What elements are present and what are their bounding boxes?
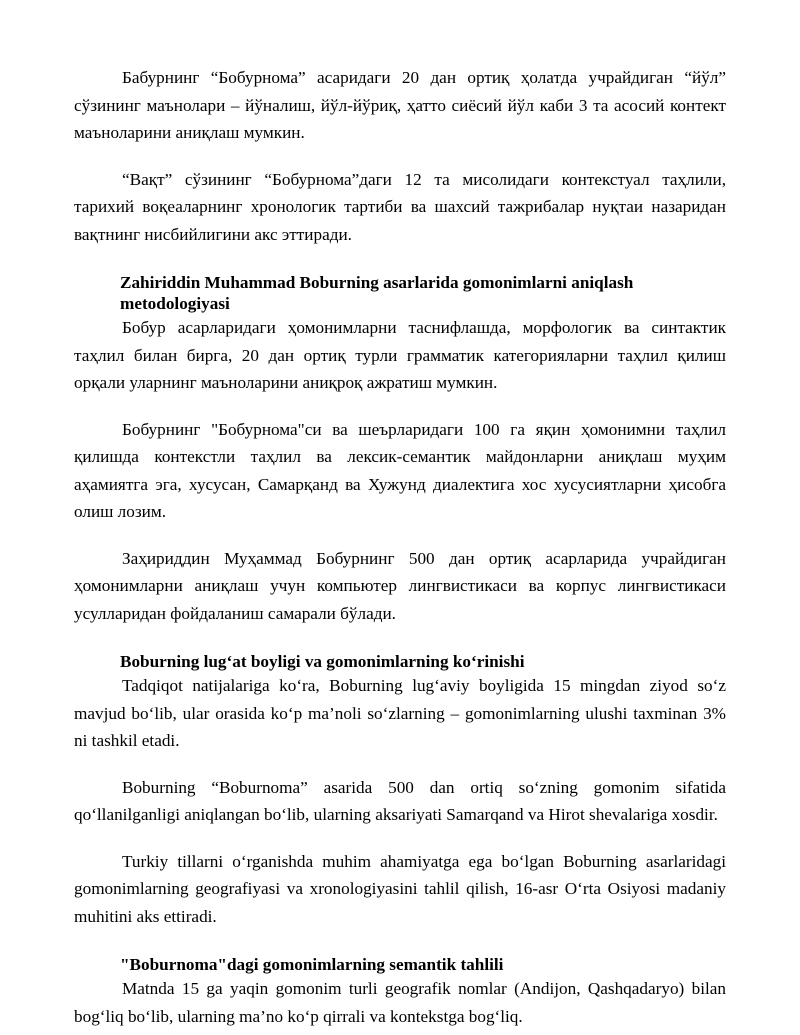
- vocabulary-paragraph-2: Boburning “Boburnoma” asarida 500 dan ortiq so‘zning gomonim sifatida qo‘llanilganligi aniqlangan bo‘lib, ularning aksariyati Samarqand va Hirot shevalariga xosdir.: [74, 777, 726, 824]
- document-page: [74, 64, 726, 1030]
- methodology-paragraph-1: Бобур асарларидаги ҳомонимларни таснифлашда, морфологик ва синтактик таҳлил билан бирга, 20 дан ортиқ турли грамматик категорияларни таҳлил қилиш орқали уларнинг маъноларини аниқроқ ажратиш мумкин.: [74, 318, 726, 392]
- section-heading-vocabulary: Boburning lug‘at boyligi va gomonimlarning ko‘rinishi: [120, 652, 525, 671]
- intro-paragraph-1: Бабурнинг “Бобурнома” асаридаги 20 дан ортиқ ҳолатда учрайдиган “йўл” сўзининг маънолари – йўналиш, йўл-йўриқ, ҳатто сиёсий йўл каби 3 та асосий контект маъноларини аниқлаш мумкин.: [74, 68, 726, 142]
- semantic-paragraph-1: Matnda 15 ga yaqin gomonim turli geografik nomlar (Andijon, Qashqadaryo) bilan bog‘liq bo‘lib, ularning ma’no ko‘p qirrali va kontekstga bog‘liq.: [74, 979, 726, 1026]
- vocabulary-paragraph-3: Turkiy tillarni o‘rganishda muhim ahamiyatga ega bo‘lgan Boburning asarlaridagi gomonimlarning geografiyasi va xronologiyasini tahlil qilish, 16-asr O‘rta Osiyosi madaniy muhitini aks ettiradi.: [74, 851, 726, 926]
- intro-paragraph-2: “Вақт” сўзининг “Бобурнома”даги 12 та мисолидаги контекстуал таҳлили, тарихий воқеаларнинг хронологик тартиби ва шахсий тажрибалар нуқтаи назаридан вақтнинг нисбийлигини акс эттиради.: [74, 169, 726, 244]
- methodology-paragraph-3: Заҳириддин Муҳаммад Бобурнинг 500 дан ортиқ асарларида учрайдиган ҳомонимларни аниқлаш учун компьютер лингвистикаси ва корпус лингвистикаси усулларидан фойдаланиш самарали бўлади.: [74, 548, 726, 623]
- section-heading-methodology: Zahiriddin Muhammad Boburning asarlarida gomonimlarni aniqlash metodologiyasi: [120, 273, 634, 313]
- section-heading-semantic: "Boburnoma"dagi gomonimlarning semantik tahlili: [120, 955, 504, 974]
- vocabulary-paragraph-1: Tadqiqot natijalariga ko‘ra, Boburning lug‘aviy boyligida 15 mingdan ziyod so‘z mavjud bo‘lib, ular orasida ko‘p ma’noli so‘zlarning – gomonimlarning ulushi taxminan 3% ni tashkil etadi.: [74, 676, 726, 750]
- methodology-paragraph-2: Бобурнинг "Бобурнома"си ва шеърларидаги 100 га яқин ҳомонимни таҳлил қилишда контекстли таҳлил ва лексик-семантик майдонларни аниқлаш муҳим аҳамиятга эга, хусусан, Самарқанд ва Хужунд диалектига хос хусусиятларни ҳисобга олиш лозим.: [74, 419, 726, 521]
